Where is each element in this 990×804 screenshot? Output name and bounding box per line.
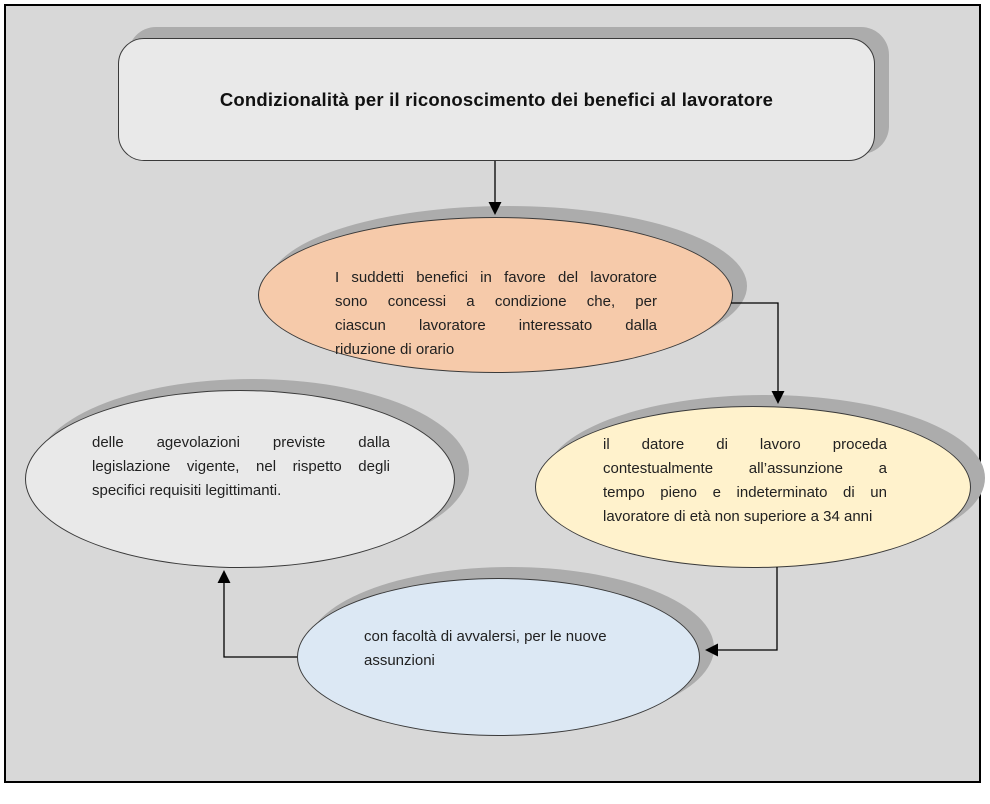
text-line: delle agevolazioni previste dalla <box>92 434 390 451</box>
ellipse-condition-text <box>335 266 657 362</box>
text-line: riduzione di orario <box>335 341 455 358</box>
text-line: legislazione vigente, nel rispetto degli <box>92 458 390 475</box>
diagram-title: Condizionalità per il riconoscimento dei benefici al lavoratore <box>219 88 774 110</box>
ellipse-condition <box>258 217 733 373</box>
text-line: assunzioni <box>364 652 435 669</box>
ellipse-new-hires-option <box>297 578 700 736</box>
text-line: con facoltà di avvalersi, per le nuove <box>364 628 607 645</box>
title-box <box>118 38 875 161</box>
text-line: ciascun lavoratore interessato dalla <box>335 317 657 334</box>
text-line: specifici requisiti legittimanti. <box>92 482 282 499</box>
text-line: I suddetti benefici in favore del lavoratore <box>335 269 657 286</box>
ellipse-employer-hiring-text <box>603 433 887 529</box>
text-line: contestualmente all’assunzione a <box>603 460 887 477</box>
text-line: il datore di lavoro proceda <box>603 436 887 453</box>
ellipse-incentives <box>25 390 455 568</box>
ellipse-employer-hiring <box>535 406 971 568</box>
text-line: sono concessi a condizione che, per <box>335 293 657 310</box>
text-line: lavoratore di età non superiore a 34 anni <box>603 508 873 525</box>
text-line: tempo pieno e indeterminato di un <box>603 484 887 501</box>
ellipse-new-hires-option-text <box>364 625 644 673</box>
ellipse-incentives-text <box>92 431 390 503</box>
